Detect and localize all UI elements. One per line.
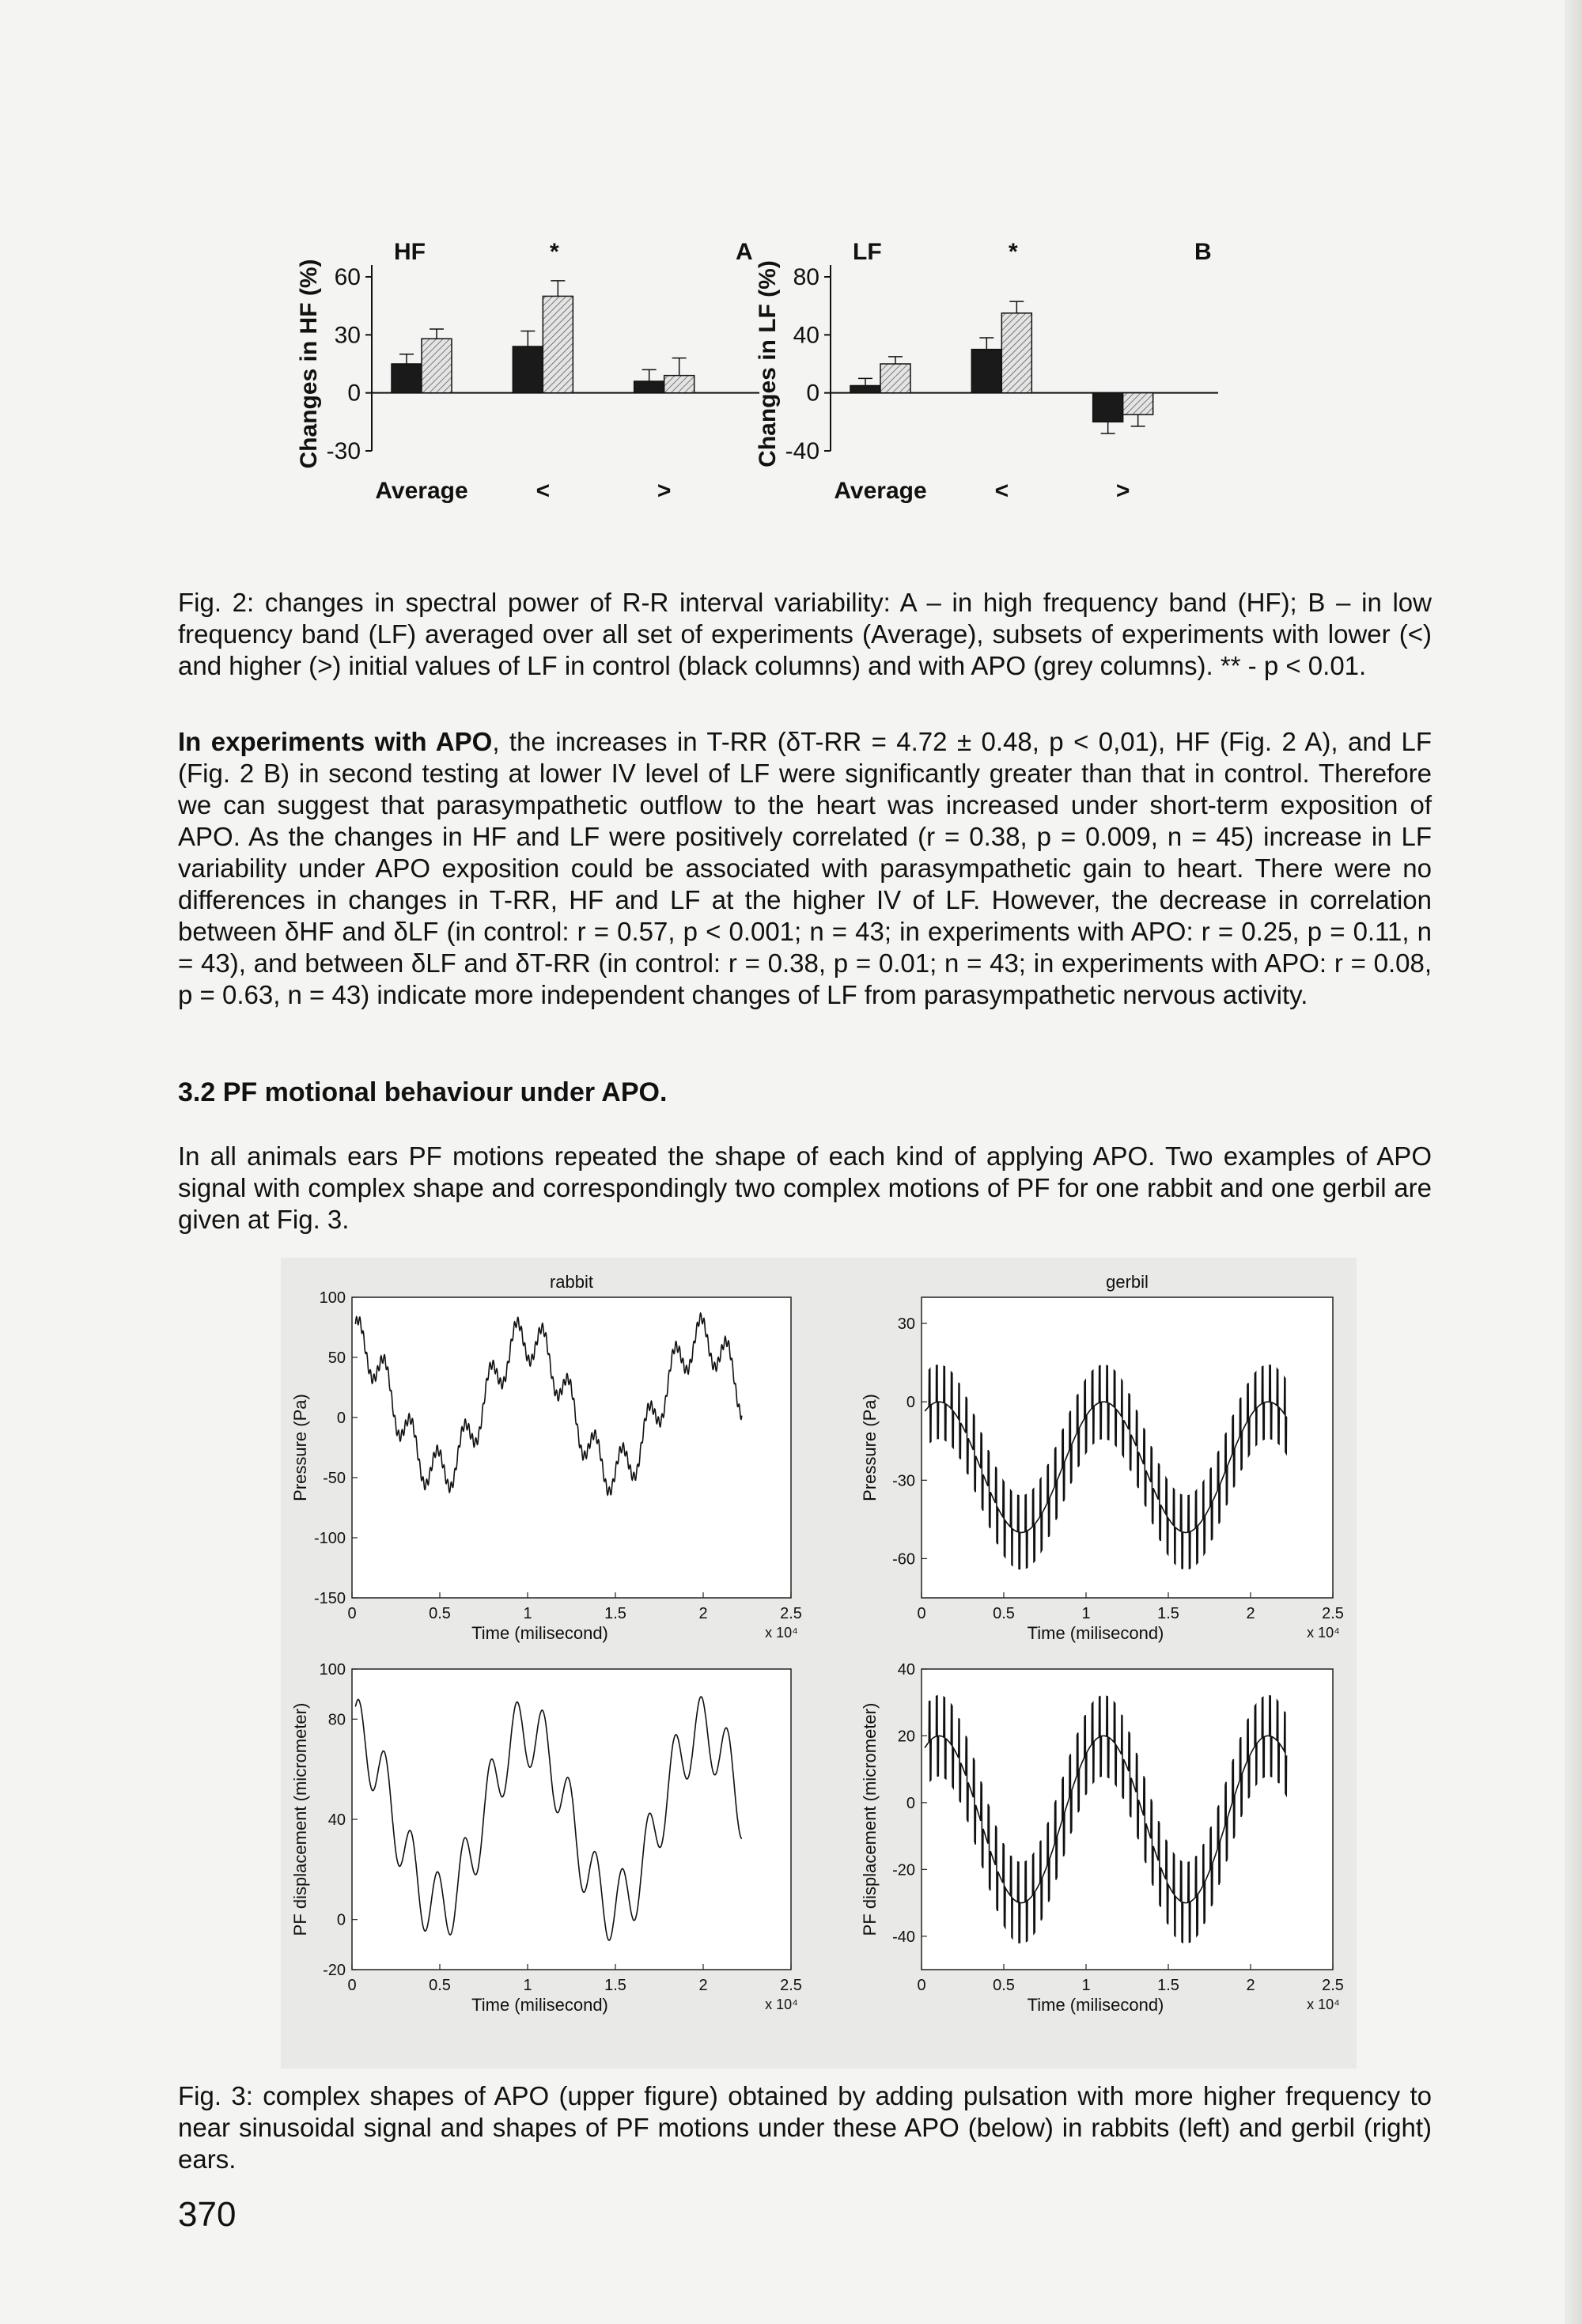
x-axis-label: Time (milisecond) bbox=[1027, 1995, 1164, 2015]
y-tick-label: 0 bbox=[806, 380, 819, 407]
x-tick-label: 0 bbox=[917, 1605, 926, 1622]
paragraph-lead: In experiments with APO bbox=[178, 727, 493, 756]
paragraph-apo-results bbox=[178, 726, 1432, 1011]
plot-title: rabbit bbox=[549, 1272, 594, 1292]
y-tick-label: 100 bbox=[319, 1661, 346, 1679]
y-tick-label: 0 bbox=[347, 380, 361, 407]
x-tick-label: 2 bbox=[698, 1605, 708, 1622]
bar bbox=[634, 381, 664, 393]
bar bbox=[850, 386, 880, 393]
y-tick-label: -40 bbox=[785, 438, 819, 464]
rabbit-pressure-plot bbox=[290, 1272, 802, 1643]
y-tick-label: 80 bbox=[327, 1711, 346, 1729]
y-tick-label: 50 bbox=[327, 1349, 346, 1367]
chart-panel-b bbox=[755, 239, 1218, 504]
gerbil-displacement-plot bbox=[860, 1661, 1344, 2015]
x-multiplier: x 10⁴ bbox=[765, 1625, 798, 1641]
y-axis-label: PF displacement (micrometer) bbox=[290, 1702, 310, 1936]
x-axis-label: Time (milisecond) bbox=[471, 1623, 608, 1643]
category-label: > bbox=[1115, 478, 1130, 504]
bar bbox=[1093, 393, 1123, 422]
bar bbox=[1123, 393, 1153, 415]
plot-frame bbox=[352, 1669, 791, 1970]
y-tick-label: -30 bbox=[326, 438, 361, 464]
figure-2 bbox=[285, 221, 1250, 538]
x-multiplier: x 10⁴ bbox=[765, 1997, 798, 2012]
x-tick-label: 0.5 bbox=[993, 1977, 1015, 1994]
x-tick-label: 1 bbox=[1081, 1977, 1091, 1994]
y-tick-label: 60 bbox=[334, 264, 361, 290]
significance-marker: * bbox=[550, 239, 559, 265]
y-tick-label: -100 bbox=[313, 1530, 346, 1547]
bar bbox=[880, 364, 910, 393]
x-tick-label: 2 bbox=[1246, 1977, 1255, 1994]
y-tick-label: -40 bbox=[892, 1928, 915, 1946]
y-tick-label: -20 bbox=[892, 1861, 915, 1879]
x-axis-label: Time (milisecond) bbox=[1027, 1623, 1164, 1643]
x-tick-label: 1 bbox=[1081, 1605, 1091, 1622]
bar bbox=[392, 364, 422, 393]
y-tick-label: -60 bbox=[892, 1550, 915, 1569]
x-tick-label: 1.5 bbox=[1157, 1605, 1179, 1622]
y-tick-label: 40 bbox=[897, 1661, 915, 1679]
figure-2-caption: Fig. 2: changes in spectral power of R-R interval variability: A – in high frequency band (HF); B – in low frequency band (LF) averaged over all set of experiments (Average), subsets of experiments with lower (<) and higher (>) initial values of LF in control (black columns) and with APO (grey columns). ** - p < 0.01. bbox=[178, 588, 1432, 680]
y-tick-label: -150 bbox=[313, 1590, 346, 1607]
x-tick-label: 1.5 bbox=[1157, 1977, 1179, 1994]
x-tick-label: 2 bbox=[698, 1977, 708, 1994]
paragraph-body: , the increases in T-RR (δT-RR = 4.72 ± 0.48, p < 0,01), HF (Fig. 2 A), and LF (Fig. 2 B) in second testing at lower IV level of LF were significantly greater than that in control. Therefore we can suggest that parasympathetic outflow to the heart was increased under short-term exposition of APO. As the changes in HF and LF were positively correlated (r = 0.38, p = 0.009, n = 45) increase in LF variability under APO exposition could be associated with parasympathetic gain to heart. There were no differences in changes in T-RR, HF and LF at the higher IV of LF. However, the decrease in correlation between δHF and δLF (in control: r = 0.57, p < 0.001; n = 43; in experiments with APO: r = 0.25, p = 0.11, n = 43), and between δLF and δT-RR (in control: r = 0.38, p = 0.01; n = 43; in experiments with APO: r = 0.08, p = 0.63, n = 43) indicate more independent changes of LF from parasympathetic nervous activity. bbox=[178, 727, 1432, 1009]
x-tick-label: 0.5 bbox=[993, 1605, 1015, 1622]
y-axis-label: Pressure (Pa) bbox=[860, 1394, 880, 1501]
x-tick-label: 0 bbox=[347, 1605, 357, 1622]
x-tick-label: 1.5 bbox=[604, 1605, 626, 1622]
x-multiplier: x 10⁴ bbox=[1307, 1625, 1340, 1641]
page-edge bbox=[1565, 0, 1582, 2324]
x-tick-label: 2.5 bbox=[1322, 1977, 1344, 1994]
bar bbox=[971, 350, 1001, 393]
x-tick-label: 1 bbox=[523, 1605, 532, 1622]
panel-letter: A bbox=[736, 239, 753, 265]
bar bbox=[664, 376, 694, 393]
bar bbox=[1001, 313, 1031, 393]
x-tick-label: 0.5 bbox=[429, 1605, 451, 1622]
y-tick-label: 0 bbox=[906, 1394, 915, 1412]
panel-series-label: HF bbox=[394, 239, 426, 265]
y-tick-label: -50 bbox=[323, 1470, 346, 1487]
y-tick-label: 80 bbox=[793, 264, 819, 290]
plot-title: gerbil bbox=[1106, 1272, 1149, 1292]
x-axis-label: Time (milisecond) bbox=[471, 1995, 608, 2015]
y-tick-label: -20 bbox=[323, 1962, 346, 1979]
category-label: Average bbox=[834, 478, 927, 504]
y-tick-label: 40 bbox=[793, 322, 819, 349]
bar bbox=[543, 296, 573, 392]
panel-series-label: LF bbox=[853, 239, 882, 265]
y-axis-label: Changes in HF (%) bbox=[296, 259, 322, 469]
category-label: > bbox=[657, 478, 672, 504]
bar bbox=[422, 339, 452, 392]
significance-marker: * bbox=[1009, 239, 1018, 265]
plot-frame bbox=[352, 1297, 791, 1598]
x-tick-label: 0 bbox=[917, 1977, 926, 1994]
y-tick-label: 20 bbox=[897, 1728, 915, 1746]
y-tick-label: 100 bbox=[319, 1289, 346, 1307]
x-multiplier: x 10⁴ bbox=[1307, 1997, 1340, 2012]
y-tick-label: 0 bbox=[336, 1911, 346, 1929]
plot-frame bbox=[922, 1297, 1333, 1598]
y-axis-label: Pressure (Pa) bbox=[290, 1394, 310, 1501]
y-axis-label: PF displacement (micrometer) bbox=[860, 1702, 880, 1936]
category-label: < bbox=[536, 478, 551, 504]
y-tick-label: 0 bbox=[336, 1410, 346, 1427]
x-tick-label: 0 bbox=[347, 1977, 357, 1994]
y-tick-label: -30 bbox=[892, 1472, 915, 1490]
section-heading: 3.2 PF motional behaviour under APO. bbox=[178, 1077, 668, 1107]
x-tick-label: 2.5 bbox=[780, 1605, 802, 1622]
y-tick-label: 30 bbox=[334, 322, 361, 349]
x-tick-label: 1.5 bbox=[604, 1977, 626, 1994]
figure-3-caption: Fig. 3: complex shapes of APO (upper figure) obtained by adding pulsation with more higher frequency to near sinusoidal signal and shapes of PF motions under these APO (below) in rabbits (left) and gerbil (right) ears. bbox=[178, 2081, 1432, 2174]
figure-3 bbox=[281, 1258, 1357, 2069]
x-tick-label: 2.5 bbox=[780, 1977, 802, 1994]
y-tick-label: 40 bbox=[327, 1811, 346, 1829]
y-tick-label: 0 bbox=[906, 1794, 915, 1812]
gerbil-pressure-plot bbox=[860, 1272, 1344, 1643]
bar bbox=[513, 346, 543, 393]
paragraph-pf-motions: In all animals ears PF motions repeated the shape of each kind of applying APO. Two examples of APO signal with complex shape and correspondingly two complex motions of PF for one rabbit and one gerbil are given at Fig. 3. bbox=[178, 1141, 1432, 1234]
page-number: 370 bbox=[178, 2195, 237, 2234]
x-tick-label: 2 bbox=[1246, 1605, 1255, 1622]
rabbit-displacement-plot bbox=[290, 1661, 802, 2015]
y-tick-label: 30 bbox=[897, 1315, 915, 1334]
chart-panel-a bbox=[296, 239, 759, 504]
x-tick-label: 1 bbox=[523, 1977, 532, 1994]
category-label: Average bbox=[375, 478, 468, 504]
panel-letter: B bbox=[1194, 239, 1212, 265]
category-label: < bbox=[994, 478, 1009, 504]
x-tick-label: 0.5 bbox=[429, 1977, 451, 1994]
x-tick-label: 2.5 bbox=[1322, 1605, 1344, 1622]
y-axis-label: Changes in LF (%) bbox=[755, 260, 781, 467]
